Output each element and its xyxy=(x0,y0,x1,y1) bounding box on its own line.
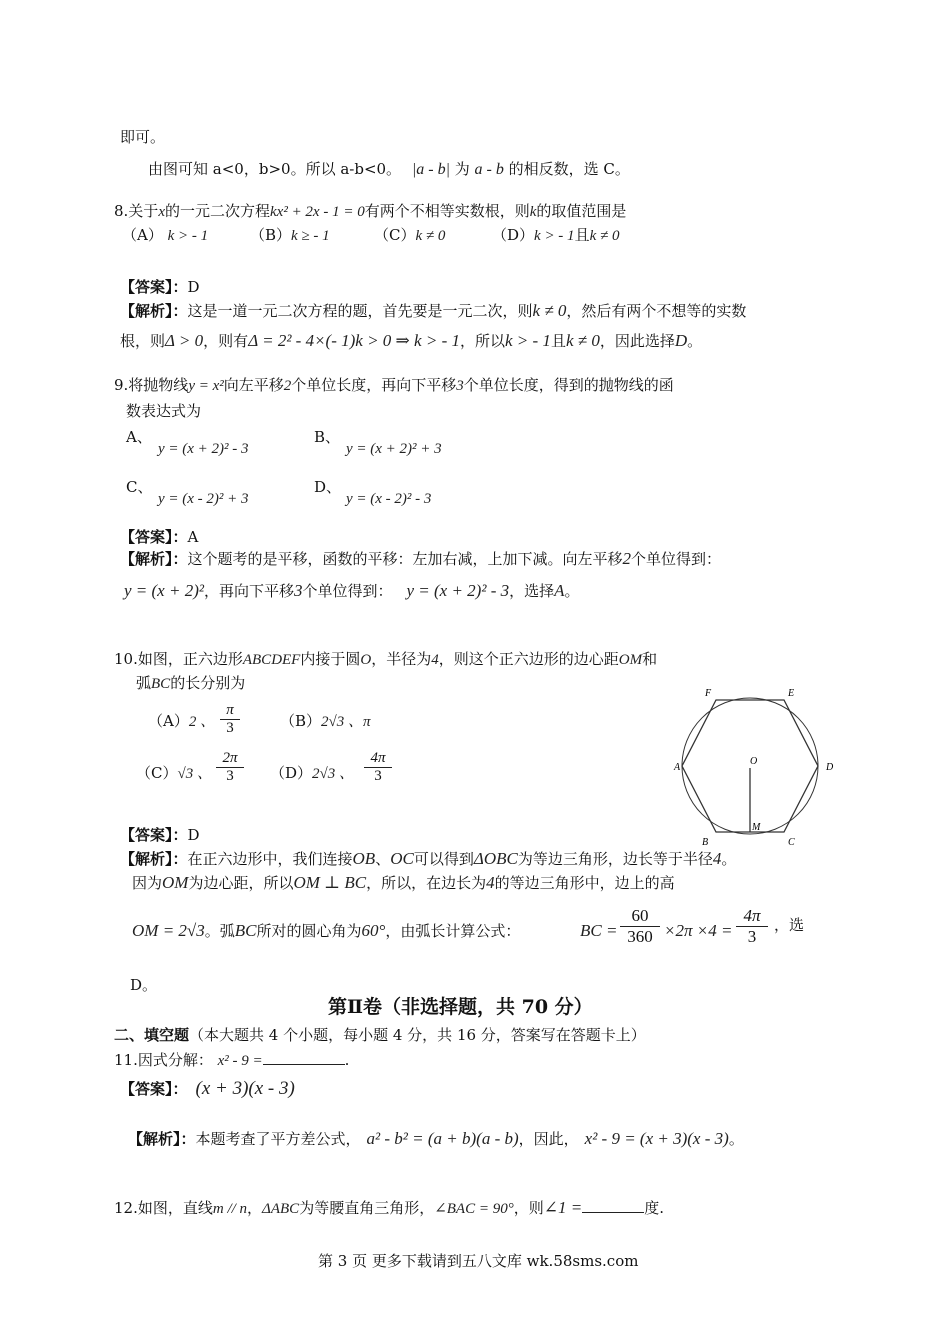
text-span: 根，则 xyxy=(120,332,166,350)
answer-line xyxy=(120,278,200,296)
math-var: D xyxy=(674,331,688,350)
answer-blank xyxy=(263,1050,345,1065)
fraction-numerator: 4π xyxy=(736,906,768,927)
math-expr: k ≠ 0 xyxy=(589,228,620,244)
math-expr: ∠BAC = 90° xyxy=(434,1201,514,1217)
text-line xyxy=(148,160,630,179)
math-var: OM xyxy=(162,873,189,892)
text-span: 这是一道一元二次方程的题，首先要是一元二次，则 xyxy=(187,302,533,320)
text-span: 10.如图，正六边形 xyxy=(114,650,243,668)
math-num: 3 xyxy=(293,581,303,600)
text-span: 11.因式分解： xyxy=(114,1051,213,1069)
text-span: ， xyxy=(247,1199,263,1217)
math-var: ABCDEF xyxy=(242,652,301,668)
math-var: ΔABC xyxy=(262,1201,300,1217)
math-var: BC xyxy=(151,676,171,692)
text-line: 即可。 xyxy=(120,128,166,146)
answer-line xyxy=(120,528,198,546)
answer-label: 【答案】： xyxy=(120,1080,188,1098)
text-span: 个单位长度，再向下平移 xyxy=(291,376,457,394)
question-stem-cont xyxy=(136,674,245,693)
text-span: a<0，b>0。所以 a-b<0。 xyxy=(212,160,402,178)
section-heading xyxy=(114,1026,646,1044)
option-label: （A） xyxy=(122,226,163,244)
math-equation: y = x² xyxy=(188,378,224,394)
math-expr: OM = 2√3 xyxy=(132,921,205,940)
math-num: 2 xyxy=(622,549,632,568)
answer-value: (x + 3)(x - 3) xyxy=(195,1078,295,1099)
text-span: ，然后有两个不想等的实数 xyxy=(566,302,747,320)
text-span: 个单位长度，得到的抛物线的函 xyxy=(463,376,674,394)
math-expr: k > - 1 xyxy=(505,331,551,350)
fraction-denominator: 3 xyxy=(374,768,382,784)
analysis-line xyxy=(132,874,675,892)
math-expr: a² - b² = (a + b)(a - b) xyxy=(366,1129,519,1148)
math-expr: k ≥ - 1 xyxy=(291,228,330,244)
analysis-line xyxy=(120,302,746,320)
fraction-numerator: π xyxy=(220,702,240,720)
text-span: 、 xyxy=(375,850,391,868)
fraction-denominator: 3 xyxy=(747,927,757,946)
math-expr: √3 、 xyxy=(177,766,212,782)
answer-blank xyxy=(582,1198,644,1213)
option-label: （B） xyxy=(250,226,292,244)
text-span: 为 xyxy=(454,160,470,178)
analysis-label: 【解析】： xyxy=(120,302,188,320)
option-c xyxy=(136,764,212,783)
fraction xyxy=(736,906,768,947)
section-desc: （本大题共 4 个小题，每小题 4 分，共 16 分，答案写在答题卡上） xyxy=(189,1026,646,1044)
math-expr: Δ = 2² - 4×(- 1)k > 0 ⇒ k > - 1 xyxy=(248,331,460,350)
math-expr: ×2π ×4 = xyxy=(664,921,733,940)
analysis-line xyxy=(120,850,736,868)
option-a-label: A、 xyxy=(126,428,152,446)
question-stem xyxy=(114,202,626,221)
option-d xyxy=(492,226,619,245)
answer-value: D xyxy=(187,278,200,296)
part-title: 第Ⅱ卷（非选择题，共 70 分） xyxy=(328,996,593,1018)
math-expr: a - b xyxy=(474,161,504,178)
fraction-denominator: 3 xyxy=(226,768,234,784)
text-span: 个单位得到： xyxy=(302,582,393,600)
option-b xyxy=(250,226,330,245)
math-expr: 2√3 、π xyxy=(321,714,371,730)
text-span: 这个题考的是平移，函数的平移：左加右减，上加下减。向左平移 xyxy=(187,550,623,568)
analysis-line xyxy=(128,1130,744,1148)
text-span: ，则 xyxy=(513,1199,544,1217)
vertex-label-f: F xyxy=(705,688,712,699)
center-label-o: O xyxy=(750,756,758,767)
fraction-denominator: 3 xyxy=(226,720,234,736)
text-span: 弧 xyxy=(136,674,152,692)
vertex-label-c: C xyxy=(788,837,795,848)
text-span: 。 xyxy=(721,850,737,868)
question-stem-cont: 数表达式为 xyxy=(126,402,202,420)
text-span: 为等腰直角三角形， xyxy=(299,1199,435,1217)
text-span: ，由弧长计算公式： xyxy=(385,922,521,940)
option-label: （C） xyxy=(374,226,416,244)
math-var: BC xyxy=(234,921,257,940)
text-span: 的等边三角形中，边上的高 xyxy=(494,874,675,892)
text-span: 9.将抛物线 xyxy=(114,376,189,394)
text-span: 所对的圆心角为 xyxy=(256,922,362,940)
text-span: 的相反数，选 C。 xyxy=(508,160,630,178)
vertex-label-a: A xyxy=(674,762,681,773)
math-var: OM xyxy=(618,652,643,668)
answer-line xyxy=(120,1080,295,1098)
answer-value: D xyxy=(187,826,200,844)
option-d xyxy=(270,764,354,783)
text-span: ，所以 xyxy=(459,332,505,350)
math-var: OB xyxy=(352,849,376,868)
text-span: 的取值范围是 xyxy=(536,202,627,220)
math-expr: k > - 1 xyxy=(534,228,575,244)
fraction xyxy=(216,750,244,785)
text-span: 且 xyxy=(550,332,566,350)
point-label-m: M xyxy=(752,822,761,833)
math-num: 4 xyxy=(712,849,722,868)
analysis-line xyxy=(132,922,520,940)
analysis-line xyxy=(120,550,721,568)
text-span: 的一元二次方程 xyxy=(164,202,270,220)
option-c-math: y = (x - 2)² + 3 xyxy=(158,491,249,507)
text-span: 12.如图，直线 xyxy=(114,1199,213,1217)
math-expr: BC = xyxy=(580,921,618,940)
math-expr: Δ > 0 xyxy=(165,331,204,350)
math-expr: k ≠ 0 xyxy=(532,301,567,320)
text-span: ，因此选择 xyxy=(599,332,675,350)
math-var: O xyxy=(360,652,372,668)
math-equation: kx² + 2x - 1 = 0 xyxy=(270,204,365,220)
fraction xyxy=(620,906,660,947)
analysis-line xyxy=(120,332,702,350)
answer-label: 【答案】： xyxy=(120,278,188,296)
option-c xyxy=(374,226,445,245)
vertex-label-d: D xyxy=(826,762,834,773)
text-span: 且 xyxy=(574,226,590,244)
math-num: 3 xyxy=(456,378,464,394)
math-expr: x² - 9 = xyxy=(217,1053,263,1069)
text-span: 有两个不相等实数根，则 xyxy=(364,202,530,220)
answer-value: A xyxy=(187,528,199,546)
answer-label: 【答案】： xyxy=(120,528,188,546)
text-span: 因为 xyxy=(132,874,163,892)
analysis-label: 【解析】： xyxy=(120,850,188,868)
math-expr: 2√3 、 xyxy=(312,766,355,782)
text-span: ，半径为 xyxy=(371,650,432,668)
text-span: 为边心距，所以 xyxy=(188,874,294,892)
text-span: 可以得到 xyxy=(413,850,474,868)
text-span: ，则这个正六边形的边心距 xyxy=(438,650,619,668)
option-label: （D） xyxy=(270,764,313,782)
option-d-math: y = (x - 2)² - 3 xyxy=(346,491,432,507)
fraction xyxy=(220,702,240,737)
text-span: 的长分别为 xyxy=(170,674,246,692)
math-expr: y = (x + 2)² xyxy=(124,581,204,600)
math-var: x xyxy=(158,204,165,220)
text-line: D。 xyxy=(130,976,158,994)
fraction-numerator: 60 xyxy=(620,906,660,927)
math-var: ΔOBC xyxy=(473,849,518,868)
text-span: 和 xyxy=(642,650,658,668)
option-d-label: D、 xyxy=(314,478,342,496)
answer-line xyxy=(120,826,200,844)
option-label: （D） xyxy=(492,226,535,244)
text-span: ，则有 xyxy=(203,332,249,350)
text-span: 8.关于 xyxy=(114,202,159,220)
math-expr: k ≠ 0 xyxy=(415,228,446,244)
math-expr: ∠1 = xyxy=(543,1198,583,1217)
math-var: OC xyxy=(390,849,414,868)
text-span: 由图可知 xyxy=(148,160,209,178)
math-num: 4 xyxy=(486,873,495,892)
option-label: （C） xyxy=(136,764,178,782)
text-span: 。 xyxy=(564,582,580,600)
fraction-numerator: 2π xyxy=(216,750,244,768)
math-expr: y = (x + 2)² - 3 xyxy=(406,581,510,600)
question-stem xyxy=(114,1050,349,1070)
math-expr: x² - 9 = (x + 3)(x - 3) xyxy=(584,1129,729,1148)
fraction-numerator: 4π xyxy=(364,750,392,768)
option-label: （B） xyxy=(280,712,322,730)
option-b xyxy=(280,712,371,731)
option-b-label: B、 xyxy=(314,428,341,446)
hexagon-figure xyxy=(674,680,850,850)
option-a-math: y = (x + 2)² - 3 xyxy=(158,441,249,457)
option-label: （A） xyxy=(148,712,189,730)
math-expr: k ≠ 0 xyxy=(565,331,600,350)
text-span: 。弧 xyxy=(204,922,235,940)
answer-label: 【答案】： xyxy=(120,826,188,844)
math-expr: 60° xyxy=(361,921,386,940)
analysis-label: 【解析】： xyxy=(120,550,188,568)
math-var: k xyxy=(529,204,537,220)
text-span: 个单位得到： xyxy=(631,550,722,568)
vertex-label-b: B xyxy=(702,837,709,848)
option-a xyxy=(148,712,215,731)
fraction-denominator: 360 xyxy=(627,927,653,946)
page-footer: 第 3 页 更多下载请到五八文库 wk.58sms.com xyxy=(318,1252,639,1270)
option-c-label: C、 xyxy=(126,478,153,496)
analysis-label: 【解析】： xyxy=(128,1130,196,1148)
text-span: ，所以，在边长为 xyxy=(366,874,487,892)
vertex-label-e: E xyxy=(788,688,795,699)
text-span: 向左平移 xyxy=(223,376,284,394)
math-expr: OM ⊥ BC xyxy=(293,873,367,892)
question-stem xyxy=(114,376,674,395)
math-num: 2 xyxy=(283,378,292,394)
section-label: 二、填空题 xyxy=(114,1026,190,1044)
math-var: A xyxy=(554,581,565,600)
math-expr: 2 、 xyxy=(188,714,216,730)
fraction xyxy=(364,750,392,785)
text-span: 。 xyxy=(687,332,703,350)
analysis-line xyxy=(124,582,580,600)
text-span: ，选择 xyxy=(509,582,555,600)
text-span: ，再向下平移 xyxy=(203,582,294,600)
question-stem xyxy=(114,650,657,669)
option-b-math: y = (x + 2)² + 3 xyxy=(346,441,442,457)
question-stem xyxy=(114,1198,664,1218)
text-span: 本题考查了平方差公式， xyxy=(195,1130,361,1148)
text-span: 为等边三角形，边长等于半径 xyxy=(517,850,713,868)
text-span: . xyxy=(344,1051,350,1069)
math-expr: m // n xyxy=(212,1201,248,1217)
text-span: 内接于圆 xyxy=(300,650,361,668)
option-a xyxy=(122,226,208,245)
text-span: 度. xyxy=(644,1199,664,1217)
text-span: ，因此， xyxy=(518,1130,579,1148)
text-span: 在正六边形中，我们连接 xyxy=(187,850,353,868)
math-num: 4 xyxy=(431,652,439,668)
text-span: 。 xyxy=(728,1130,744,1148)
math-expr: k > - 1 xyxy=(167,228,209,244)
text-line: ，选 xyxy=(774,916,805,934)
math-abs: |a - b| xyxy=(411,161,450,178)
